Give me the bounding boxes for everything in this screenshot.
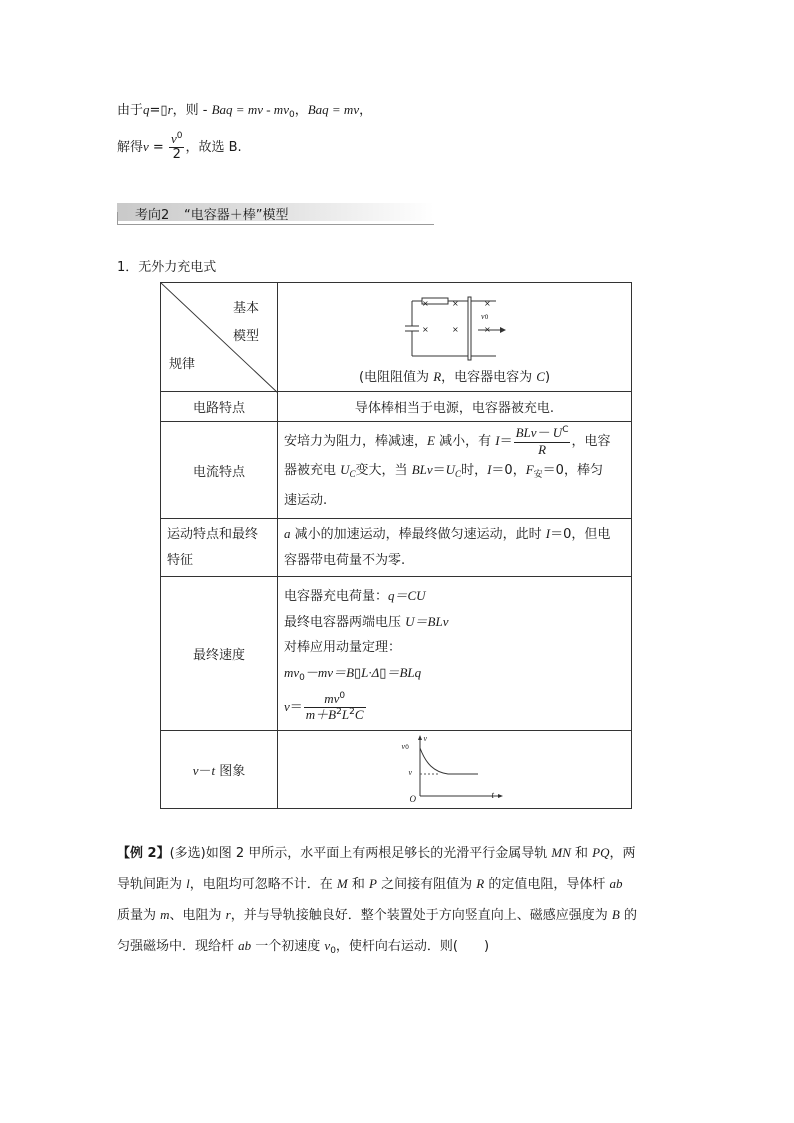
var-v: v bbox=[324, 938, 331, 953]
subscript: 0 bbox=[330, 946, 336, 956]
field-x: × bbox=[452, 298, 459, 308]
subscript: C bbox=[349, 468, 356, 479]
var-I: I bbox=[487, 461, 492, 477]
var-I: I bbox=[495, 433, 500, 448]
text: ＝ bbox=[289, 700, 303, 715]
text: － bbox=[198, 764, 212, 779]
formula: U＝BLv bbox=[405, 614, 449, 629]
numerator: BLv－ U bbox=[515, 425, 563, 441]
vt-graph-cell bbox=[278, 731, 632, 809]
section-header-tick bbox=[117, 212, 118, 225]
var-B: B bbox=[611, 907, 620, 922]
var-ab: ab bbox=[238, 938, 252, 953]
var-C: C bbox=[536, 368, 545, 384]
content-line bbox=[284, 457, 625, 488]
header-rule: 规律 bbox=[169, 357, 196, 372]
formula: q＝CU bbox=[388, 588, 426, 603]
text: ， bbox=[294, 103, 308, 118]
text: ，故选 B. bbox=[185, 139, 242, 155]
var-v: v bbox=[284, 699, 290, 714]
table-row-vt-graph bbox=[161, 731, 632, 809]
text: ，电阻均可忽略不计．在 bbox=[189, 877, 337, 892]
var-P: P bbox=[369, 876, 377, 891]
var-R: R bbox=[433, 368, 442, 384]
superscript: 0 bbox=[339, 690, 346, 701]
diagonal-header-cell bbox=[161, 283, 278, 392]
example-2 bbox=[117, 838, 637, 966]
subscript: 安 bbox=[533, 469, 543, 480]
example-tag: 【例 2】 bbox=[117, 846, 170, 861]
row-label-line: 特征 bbox=[167, 552, 194, 568]
text: m＋B bbox=[305, 707, 337, 722]
numerator: mv bbox=[324, 690, 340, 706]
text: 的定值电阻，导体杆 bbox=[484, 877, 610, 892]
var-r: r bbox=[225, 907, 231, 922]
text: ＝ bbox=[499, 434, 513, 449]
denominator bbox=[304, 708, 366, 723]
row-content bbox=[278, 577, 632, 731]
field-x: × bbox=[484, 298, 491, 308]
field-x: × bbox=[422, 324, 429, 334]
text: ，则 - bbox=[172, 103, 212, 118]
text: 和 bbox=[347, 877, 370, 892]
text: 由于 bbox=[117, 103, 144, 118]
header-model: 模型 bbox=[232, 329, 259, 344]
header-basic: 基本 bbox=[232, 301, 259, 316]
table-row-circuit bbox=[161, 392, 632, 422]
var-q: q bbox=[143, 102, 150, 117]
conductor-rod bbox=[468, 297, 471, 360]
content-line bbox=[284, 521, 625, 548]
denominator: 2 bbox=[172, 147, 181, 163]
text: 安培力为阻力，棒减速， bbox=[284, 434, 428, 449]
broken-glyph: ▯ bbox=[160, 103, 168, 118]
text: ＝0，棒匀 bbox=[542, 462, 603, 478]
text: 一个初速度 bbox=[251, 939, 325, 954]
text: 时， bbox=[461, 462, 488, 478]
text: 的匀强磁场中．现给杆 bbox=[117, 908, 637, 954]
section-title: “电容器＋棒”模型 bbox=[184, 208, 289, 223]
content-line: 对棒应用动量定理： bbox=[284, 640, 402, 655]
vt-graph bbox=[400, 734, 510, 806]
v0-label bbox=[481, 312, 488, 321]
var-MN: MN bbox=[551, 845, 571, 860]
var-v: v bbox=[401, 741, 406, 751]
content-line: 速运动. bbox=[284, 492, 328, 508]
row-content: 导体棒相当于电源，电容器被充电. bbox=[278, 392, 632, 422]
var-a: a bbox=[284, 526, 291, 541]
content-line bbox=[284, 609, 625, 635]
circuit-caption bbox=[278, 366, 631, 385]
formula: ＝BLq bbox=[386, 665, 422, 680]
formula: Baq = mv - mv bbox=[211, 102, 289, 117]
table-row-motion bbox=[161, 519, 632, 577]
subscript: 0 bbox=[299, 673, 305, 683]
content-line bbox=[284, 660, 625, 691]
text: ＝0，但电 bbox=[550, 527, 611, 542]
text: 减小的加速运动，棒最终做匀速运动，此时 bbox=[290, 527, 546, 542]
text: 变大，当 bbox=[355, 462, 412, 478]
row-label: 电路特点 bbox=[161, 392, 278, 422]
row-content bbox=[278, 422, 632, 519]
text: 之间接有阻值为 bbox=[376, 877, 477, 892]
var-r: r bbox=[167, 102, 173, 117]
text: 解得 bbox=[117, 139, 144, 155]
graph-v-label: v bbox=[408, 767, 413, 777]
section-label: 考向2 bbox=[135, 208, 170, 223]
row-label: 电流特点 bbox=[161, 422, 278, 519]
var-l: l bbox=[186, 876, 190, 891]
text: ) bbox=[544, 369, 551, 385]
text: (电阻阻值为 bbox=[358, 369, 434, 385]
subscript: C bbox=[455, 468, 462, 479]
diagonal-line bbox=[161, 283, 278, 393]
broken-glyph: ▯ bbox=[379, 666, 387, 681]
text: 质量为 bbox=[117, 908, 161, 923]
superscript: C bbox=[562, 425, 569, 436]
row-label bbox=[161, 519, 278, 577]
superscript: 2 bbox=[336, 707, 342, 717]
text: = bbox=[148, 139, 168, 155]
solution-line-2 bbox=[117, 132, 242, 163]
subscript: 0 bbox=[484, 313, 489, 321]
section-header-underline bbox=[117, 224, 434, 225]
graph-vaxis-label: v bbox=[423, 733, 428, 743]
text: L bbox=[341, 707, 350, 722]
subscript: 0 bbox=[405, 743, 409, 751]
model-table bbox=[160, 282, 632, 809]
text: 最终电容器两端电压 bbox=[284, 615, 406, 630]
text: ，电容 bbox=[571, 434, 611, 449]
formula: Baq = mv bbox=[307, 102, 360, 117]
text: 、电阻为 bbox=[169, 908, 226, 923]
text: ，两导轨间距为 bbox=[117, 846, 636, 892]
field-x: × bbox=[484, 324, 491, 334]
row-label-line: 运动特点和最终 bbox=[167, 526, 259, 542]
var-ab: ab bbox=[609, 876, 623, 891]
var-U: U bbox=[340, 461, 350, 477]
field-x: × bbox=[422, 298, 429, 308]
graph-origin-label: O bbox=[409, 793, 416, 804]
formula: mv bbox=[284, 665, 300, 680]
heading-1: 1．无外力充电式 bbox=[117, 260, 217, 275]
text: C bbox=[354, 707, 364, 722]
var-PQ: PQ bbox=[592, 845, 610, 860]
text: ，电容器电容为 bbox=[441, 369, 537, 385]
text: ，使杆向右运动．则( ) bbox=[335, 939, 490, 954]
var-v: v bbox=[192, 763, 199, 778]
text: ＝0， bbox=[491, 462, 526, 478]
fraction bbox=[169, 132, 185, 163]
graph-v0-label bbox=[402, 742, 409, 751]
content-line bbox=[284, 426, 625, 457]
formula: BLv bbox=[411, 461, 433, 477]
var-I: I bbox=[545, 526, 551, 541]
var-F: F bbox=[525, 461, 534, 477]
table-header-row bbox=[161, 283, 632, 392]
fraction bbox=[514, 426, 571, 457]
row-label bbox=[161, 731, 278, 809]
text: ，并与导轨接触良好．整个装置处于方向竖直向上、磁感应强度为 bbox=[230, 908, 612, 923]
table-row-final-velocity bbox=[161, 577, 632, 731]
text: 器被充电 bbox=[284, 462, 341, 478]
row-label: 最终速度 bbox=[161, 577, 278, 731]
formula: －mv＝B bbox=[304, 665, 355, 680]
solution-line-1 bbox=[117, 100, 372, 125]
content-line bbox=[284, 691, 625, 724]
text: (多选)如图 2 甲所示，水平面上有两根足够长的光滑平行金属导轨 bbox=[169, 846, 552, 861]
superscript: 0 bbox=[176, 131, 183, 141]
denominator: R bbox=[538, 441, 547, 457]
field-x: × bbox=[452, 324, 459, 334]
text: 电容器充电荷量： bbox=[284, 589, 389, 604]
var-E: E bbox=[427, 433, 435, 448]
text: 图象 bbox=[215, 764, 246, 779]
text: ＝ bbox=[432, 462, 446, 478]
text: 减小，有 bbox=[434, 434, 496, 449]
formula: L·Δ bbox=[361, 665, 380, 680]
text: = bbox=[149, 103, 161, 118]
text: 和 bbox=[570, 846, 593, 861]
var-M: M bbox=[336, 876, 348, 891]
fraction bbox=[304, 692, 366, 724]
broken-glyph: ▯ bbox=[354, 666, 362, 681]
var-v: v bbox=[143, 138, 149, 154]
var-t: t bbox=[211, 763, 216, 778]
var-U: U bbox=[445, 461, 456, 477]
var-R: R bbox=[476, 876, 485, 891]
var-v: v bbox=[481, 311, 485, 321]
graph-t-label: t bbox=[491, 789, 495, 800]
var-m: m bbox=[160, 907, 170, 922]
section-header bbox=[117, 203, 434, 225]
superscript: 2 bbox=[349, 707, 355, 717]
velocity-curve bbox=[420, 748, 478, 774]
subscript: 0 bbox=[288, 110, 295, 120]
content-line bbox=[284, 583, 625, 609]
table-row-current bbox=[161, 422, 632, 519]
numerator: v bbox=[170, 131, 177, 146]
text: ， bbox=[359, 103, 373, 118]
circuit-cell bbox=[278, 283, 632, 392]
row-content bbox=[278, 519, 632, 577]
content-line: 容器带电荷量不为零. bbox=[284, 553, 406, 568]
